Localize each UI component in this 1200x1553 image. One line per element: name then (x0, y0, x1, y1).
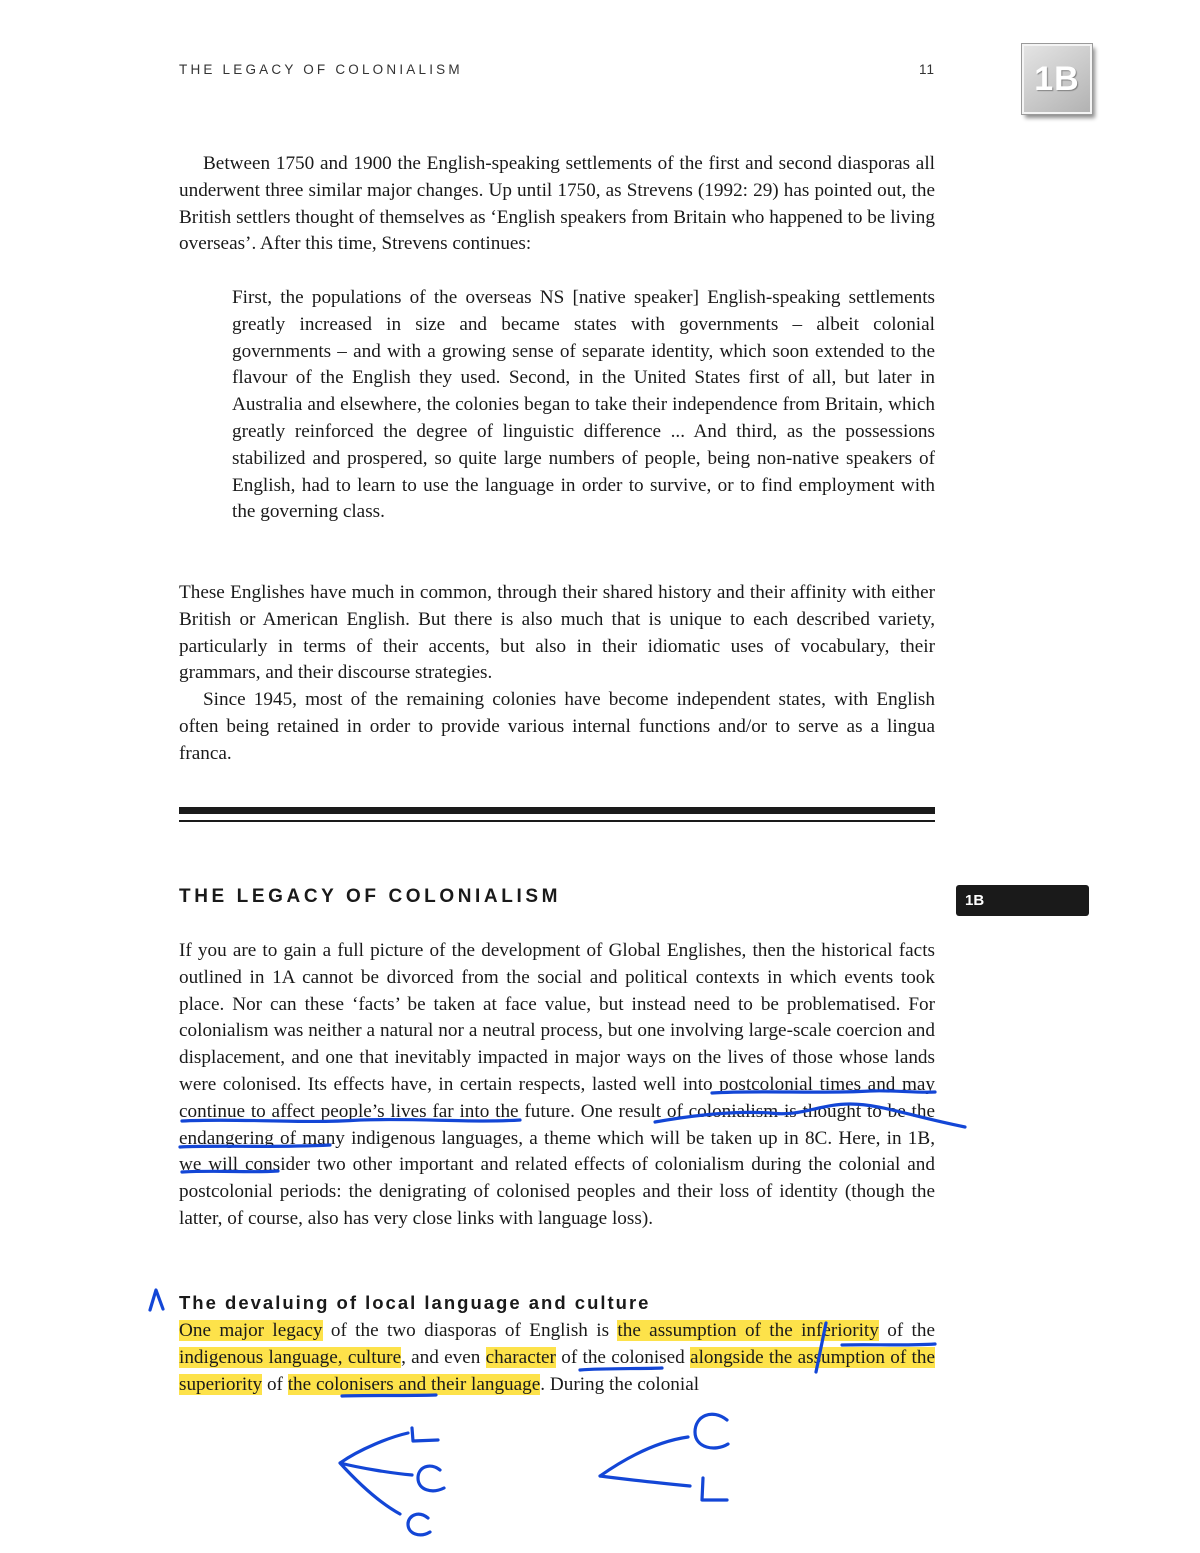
plain-text: , and even (401, 1346, 486, 1368)
running-head (179, 62, 935, 77)
plain-text: of (262, 1373, 288, 1395)
plain-text: of the colonised (555, 1346, 691, 1368)
letter-c-top-right (695, 1414, 728, 1448)
highlighted-text: One major legacy (179, 1320, 323, 1341)
intro-paragraph: Between 1750 and 1900 the English-speaking settlements of the first and second diasporas all underwent three similar major changes. Up until 1750, as Strevens (1992: 29) has pointed out, the British settlers thought of themselves as ‘English speakers from Britain who happened to be living overseas’. After this time, Strevens continues: (179, 153, 935, 255)
highlighted-text: indigenous language, culture (179, 1346, 402, 1368)
letter-c-bottom-left (408, 1514, 430, 1535)
highlighted-text: character (485, 1346, 556, 1368)
paragraph-englishes: These Englishes have much in common, through their shared history and their affinity with either British or American English. But there is also much that is unique to each described variety, particularly in terms of their accents, but also in their idiomatic uses of vocabulary, their grammars, and their discourse strategies. (179, 582, 935, 684)
section-tag: 1B (956, 885, 1089, 916)
subsection-title: The devaluing of local language and culture (179, 1292, 651, 1313)
section-paragraph: If you are to gain a full picture of the development of Global Englishes, then the historical facts outlined in 1A cannot be divorced from the social and political contexts in which events took place. Nor can these ‘facts’ be taken at face value, but instead need to be problematised. For colonialism was neither a natural nor a neutral process, but one involving large-scale coercion and displacement, and one that inevitably impacted in major ways on the lives of those whose lands were colonised. Its effects have, in certain respects, lasted well into postcolonial times and may continue to affect people’s lives far into the future. One result of colonialism is thought to be the endangering of many indigenous languages, a theme which will be taken up in 8C. Here, in 1B, we will consider two other important and related effects of colonialism during the colonial and postcolonial periods: the denigrating of colonised peoples and their loss of identity (though the latter, of course, also has very close links with language loss). (179, 940, 935, 1229)
margin-mark-a (150, 1290, 163, 1310)
highlighted-paragraph (179, 1318, 935, 1398)
section-tab-badge: 1B (1022, 44, 1092, 114)
highlighted-text: the colonisers and their language (287, 1373, 541, 1395)
block-quote: First, the populations of the overseas NS [native speaker] English-speaking settlements greatly increased in size and became states with governments – albeit colonial governments – and with a growing sense of separate identity, which soon extended to the flavour of the English they used. Second, in the United States first of all, but later in Australia and elsewhere, the colonies began to take their independence from Britain, which greatly reinforced the degree of linguistic difference ... And third, as the possessions stabilized and prospered, so quite large numbers of people, being non-native speakers of English, had to learn to use the language in order to survive, or to find employment with the governing class. (232, 287, 935, 523)
arrow-lines-right (600, 1437, 690, 1486)
running-title: THE LEGACY OF COLONIALISM (179, 62, 463, 77)
paragraph-1945: Since 1945, most of the remaining colonies have become independent states, with English often being retained in order to provide various internal functions and/or to serve as a lingua franca. (179, 689, 935, 764)
page-number: 11 (918, 62, 935, 77)
plain-text: . During the colonial (540, 1373, 700, 1395)
highlighted-text: the assumption of the inferiority (617, 1320, 879, 1341)
plain-text: of the (878, 1320, 935, 1341)
letter-l-top-left (412, 1428, 438, 1441)
plain-text: of the two diasporas of English is (322, 1320, 618, 1341)
highlighted-text: superiority (179, 1373, 263, 1395)
section-divider-thick (179, 807, 935, 814)
letter-l-bottom-right (702, 1478, 727, 1500)
arrow-lines-left (340, 1433, 412, 1514)
section-title: THE LEGACY OF COLONIALISM (179, 886, 562, 907)
section-divider-thin (179, 820, 935, 822)
letter-c-mid-left (418, 1466, 444, 1491)
highlighted-text: alongside the assumption of the (690, 1346, 935, 1368)
